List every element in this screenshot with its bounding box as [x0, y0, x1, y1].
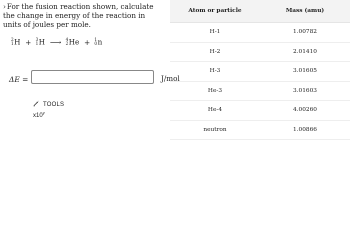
mass-cell: 3.01603	[260, 81, 350, 101]
particle-cell: He-4	[170, 101, 260, 121]
element-symbol: H	[38, 37, 46, 47]
mass-cell: 1.00866	[260, 120, 350, 140]
table-row	[170, 62, 350, 82]
x10-exponent: y	[42, 110, 45, 115]
column-header-mass: Mass (amu)	[260, 0, 350, 23]
table-row	[170, 42, 350, 62]
column-header-particle: Atom or particle	[170, 0, 260, 23]
element-symbol: He	[68, 37, 80, 47]
element-symbol: n	[97, 37, 103, 47]
question-text	[3, 2, 163, 29]
nuclide-product-1	[66, 37, 80, 47]
delta-e-label	[9, 75, 28, 84]
reaction-arrow-icon: ⟶	[49, 37, 62, 47]
mass-number: 1	[94, 36, 98, 42]
nuclide-reactant-2	[36, 37, 45, 47]
wrench-icon	[33, 100, 40, 109]
table-row	[170, 81, 350, 101]
table-row	[170, 120, 350, 140]
particle-cell: neutron	[170, 120, 260, 140]
mass-cell: 2.01410	[260, 42, 350, 62]
mass-cell: 1.00782	[260, 23, 350, 43]
tools-button[interactable]	[33, 100, 64, 109]
mass-number: 4	[65, 36, 69, 42]
table-row	[170, 23, 350, 43]
question-panel	[0, 0, 180, 142]
atomic-number: 1	[35, 41, 39, 46]
bullet-icon: ›	[3, 2, 6, 11]
x10-base: x10	[33, 113, 43, 119]
mass-number: 3	[35, 36, 39, 42]
plus-sign: +	[25, 37, 32, 47]
mass-cell: 3.01605	[260, 62, 350, 82]
particle-cell: H-1	[170, 23, 260, 43]
table-row	[170, 101, 350, 121]
unit-label: J/mol	[161, 74, 180, 83]
delta-e-symbol: ΔE	[9, 75, 20, 84]
reaction-equation	[11, 37, 103, 47]
mass-cell: 4.00260	[260, 101, 350, 121]
atomic-number: 0	[94, 41, 98, 46]
mass-number: 2	[11, 36, 14, 42]
atomic-number: 2	[65, 41, 69, 46]
x10-button[interactable]	[33, 110, 45, 119]
question-body: For the fusion reaction shown, calculate the change in energy of the reaction in units of joules per mole.	[3, 2, 154, 29]
table-header-row	[170, 0, 350, 23]
particle-cell: H-2	[170, 42, 260, 62]
particle-cell: He-3	[170, 81, 260, 101]
element-symbol: H	[14, 37, 21, 47]
equals-sign: =	[22, 75, 29, 84]
particle-cell: H-3	[170, 62, 260, 82]
plus-sign: +	[84, 37, 91, 47]
nuclide-product-2	[94, 37, 102, 47]
nuclide-reactant-1	[11, 37, 20, 47]
tools-label: TOOLS	[43, 101, 65, 108]
atomic-number: 1	[11, 41, 14, 46]
delta-e-answer-input[interactable]	[31, 70, 154, 84]
mass-table-panel	[170, 0, 350, 142]
mass-table	[170, 0, 350, 140]
